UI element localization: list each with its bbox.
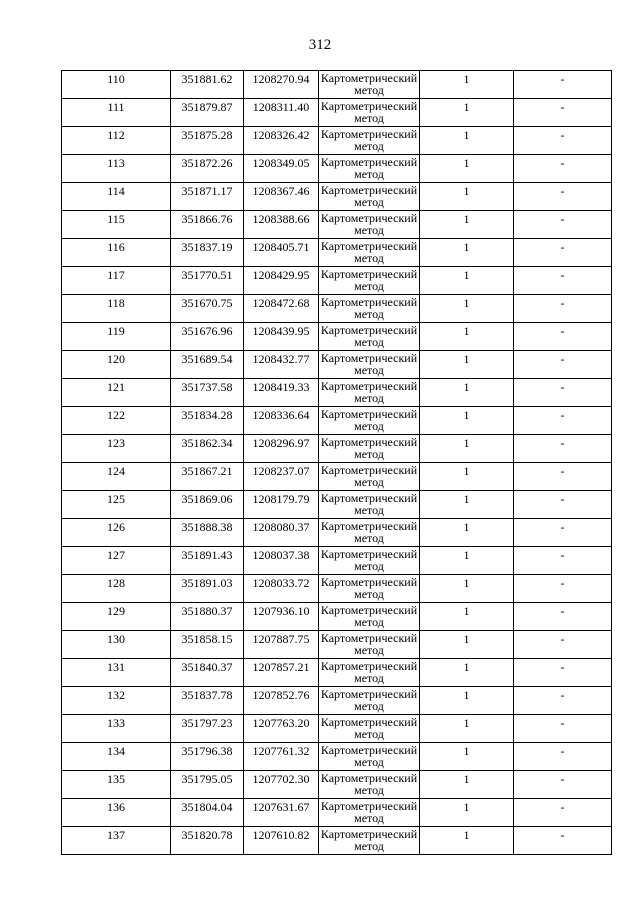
note-cell: - [514, 631, 612, 659]
table-row [62, 519, 612, 547]
point-number-cell: 122 [62, 407, 171, 435]
note-cell: - [514, 491, 612, 519]
accuracy-cell: 1 [420, 435, 514, 463]
method-cell: Картометрический метод [319, 519, 420, 547]
x-coordinate-cell: 351795.05 [171, 771, 244, 799]
y-coordinate-cell: 1208296.97 [244, 435, 319, 463]
x-coordinate-cell: 351797.23 [171, 715, 244, 743]
method-cell: Картометрический метод [319, 799, 420, 827]
y-coordinate-cell: 1208037.38 [244, 547, 319, 575]
point-number-cell: 113 [62, 155, 171, 183]
table-row [62, 463, 612, 491]
x-coordinate-cell: 351689.54 [171, 351, 244, 379]
accuracy-cell: 1 [420, 687, 514, 715]
point-number-cell: 112 [62, 127, 171, 155]
table-row [62, 407, 612, 435]
method-cell: Картометрический метод [319, 295, 420, 323]
point-number-cell: 114 [62, 183, 171, 211]
point-number-cell: 117 [62, 267, 171, 295]
y-coordinate-cell: 1207702.30 [244, 771, 319, 799]
y-coordinate-cell: 1207610.82 [244, 827, 319, 855]
note-cell: - [514, 99, 612, 127]
point-number-cell: 126 [62, 519, 171, 547]
y-coordinate-cell: 1208080.37 [244, 519, 319, 547]
point-number-cell: 119 [62, 323, 171, 351]
table-row [62, 743, 612, 771]
method-cell: Картометрический метод [319, 771, 420, 799]
table-row [62, 267, 612, 295]
note-cell: - [514, 463, 612, 491]
point-number-cell: 136 [62, 799, 171, 827]
accuracy-cell: 1 [420, 575, 514, 603]
y-coordinate-cell: 1208405.71 [244, 239, 319, 267]
note-cell: - [514, 295, 612, 323]
point-number-cell: 131 [62, 659, 171, 687]
accuracy-cell: 1 [420, 603, 514, 631]
point-number-cell: 137 [62, 827, 171, 855]
method-cell: Картометрический метод [319, 827, 420, 855]
table-row [62, 71, 612, 99]
accuracy-cell: 1 [420, 827, 514, 855]
y-coordinate-cell: 1208349.05 [244, 155, 319, 183]
accuracy-cell: 1 [420, 547, 514, 575]
method-cell: Картометрический метод [319, 603, 420, 631]
table-row [62, 799, 612, 827]
point-number-cell: 118 [62, 295, 171, 323]
y-coordinate-cell: 1208419.33 [244, 379, 319, 407]
note-cell: - [514, 771, 612, 799]
y-coordinate-cell: 1208439.95 [244, 323, 319, 351]
accuracy-cell: 1 [420, 659, 514, 687]
coordinates-table-body [62, 71, 612, 855]
note-cell: - [514, 435, 612, 463]
method-cell: Картометрический метод [319, 379, 420, 407]
y-coordinate-cell: 1207887.75 [244, 631, 319, 659]
method-cell: Картометрический метод [319, 99, 420, 127]
y-coordinate-cell: 1207852.76 [244, 687, 319, 715]
note-cell: - [514, 407, 612, 435]
note-cell: - [514, 659, 612, 687]
accuracy-cell: 1 [420, 407, 514, 435]
method-cell: Картометрический метод [319, 631, 420, 659]
page-number: 312 [308, 37, 332, 53]
table-row [62, 547, 612, 575]
method-cell: Картометрический метод [319, 155, 420, 183]
accuracy-cell: 1 [420, 267, 514, 295]
x-coordinate-cell: 351866.76 [171, 211, 244, 239]
x-coordinate-cell: 351872.26 [171, 155, 244, 183]
method-cell: Картометрический метод [319, 323, 420, 351]
table-row [62, 491, 612, 519]
point-number-cell: 134 [62, 743, 171, 771]
accuracy-cell: 1 [420, 743, 514, 771]
x-coordinate-cell: 351871.17 [171, 183, 244, 211]
y-coordinate-cell: 1207936.10 [244, 603, 319, 631]
table-row [62, 631, 612, 659]
x-coordinate-cell: 351880.37 [171, 603, 244, 631]
table-row [62, 715, 612, 743]
point-number-cell: 120 [62, 351, 171, 379]
accuracy-cell: 1 [420, 351, 514, 379]
x-coordinate-cell: 351891.43 [171, 547, 244, 575]
point-number-cell: 110 [62, 71, 171, 99]
accuracy-cell: 1 [420, 631, 514, 659]
table-row [62, 435, 612, 463]
method-cell: Картометрический метод [319, 463, 420, 491]
table-row [62, 603, 612, 631]
x-coordinate-cell: 351770.51 [171, 267, 244, 295]
y-coordinate-cell: 1208336.64 [244, 407, 319, 435]
table-row [62, 351, 612, 379]
point-number-cell: 127 [62, 547, 171, 575]
point-number-cell: 128 [62, 575, 171, 603]
y-coordinate-cell: 1208311.40 [244, 99, 319, 127]
x-coordinate-cell: 351737.58 [171, 379, 244, 407]
point-number-cell: 111 [62, 99, 171, 127]
method-cell: Картометрический метод [319, 547, 420, 575]
x-coordinate-cell: 351820.78 [171, 827, 244, 855]
point-number-cell: 123 [62, 435, 171, 463]
point-number-cell: 129 [62, 603, 171, 631]
method-cell: Картометрический метод [319, 715, 420, 743]
accuracy-cell: 1 [420, 295, 514, 323]
note-cell: - [514, 211, 612, 239]
table-row [62, 575, 612, 603]
accuracy-cell: 1 [420, 379, 514, 407]
note-cell: - [514, 547, 612, 575]
accuracy-cell: 1 [420, 463, 514, 491]
y-coordinate-cell: 1208270.94 [244, 71, 319, 99]
accuracy-cell: 1 [420, 323, 514, 351]
note-cell: - [514, 715, 612, 743]
x-coordinate-cell: 351840.37 [171, 659, 244, 687]
method-cell: Картометрический метод [319, 659, 420, 687]
point-number-cell: 130 [62, 631, 171, 659]
x-coordinate-cell: 351834.28 [171, 407, 244, 435]
note-cell: - [514, 799, 612, 827]
y-coordinate-cell: 1207857.21 [244, 659, 319, 687]
table-row [62, 211, 612, 239]
note-cell: - [514, 351, 612, 379]
table-row [62, 687, 612, 715]
accuracy-cell: 1 [420, 239, 514, 267]
method-cell: Картометрический метод [319, 687, 420, 715]
x-coordinate-cell: 351862.34 [171, 435, 244, 463]
table-row [62, 239, 612, 267]
x-coordinate-cell: 351676.96 [171, 323, 244, 351]
y-coordinate-cell: 1208429.95 [244, 267, 319, 295]
accuracy-cell: 1 [420, 99, 514, 127]
x-coordinate-cell: 351881.62 [171, 71, 244, 99]
table-row [62, 379, 612, 407]
accuracy-cell: 1 [420, 799, 514, 827]
table-row [62, 183, 612, 211]
accuracy-cell: 1 [420, 71, 514, 99]
accuracy-cell: 1 [420, 211, 514, 239]
table-row [62, 771, 612, 799]
method-cell: Картометрический метод [319, 183, 420, 211]
point-number-cell: 116 [62, 239, 171, 267]
method-cell: Картометрический метод [319, 267, 420, 295]
x-coordinate-cell: 351867.21 [171, 463, 244, 491]
method-cell: Картометрический метод [319, 211, 420, 239]
note-cell: - [514, 239, 612, 267]
point-number-cell: 121 [62, 379, 171, 407]
note-cell: - [514, 519, 612, 547]
y-coordinate-cell: 1207631.67 [244, 799, 319, 827]
x-coordinate-cell: 351888.38 [171, 519, 244, 547]
point-number-cell: 132 [62, 687, 171, 715]
y-coordinate-cell: 1208388.66 [244, 211, 319, 239]
note-cell: - [514, 603, 612, 631]
point-number-cell: 133 [62, 715, 171, 743]
point-number-cell: 125 [62, 491, 171, 519]
point-number-cell: 124 [62, 463, 171, 491]
x-coordinate-cell: 351875.28 [171, 127, 244, 155]
x-coordinate-cell: 351858.15 [171, 631, 244, 659]
accuracy-cell: 1 [420, 771, 514, 799]
method-cell: Картометрический метод [319, 743, 420, 771]
method-cell: Картометрический метод [319, 575, 420, 603]
note-cell: - [514, 71, 612, 99]
coordinates-table [61, 70, 612, 855]
x-coordinate-cell: 351869.06 [171, 491, 244, 519]
note-cell: - [514, 155, 612, 183]
method-cell: Картометрический метод [319, 435, 420, 463]
accuracy-cell: 1 [420, 183, 514, 211]
x-coordinate-cell: 351891.03 [171, 575, 244, 603]
y-coordinate-cell: 1208179.79 [244, 491, 319, 519]
point-number-cell: 135 [62, 771, 171, 799]
method-cell: Картометрический метод [319, 127, 420, 155]
y-coordinate-cell: 1208432.77 [244, 351, 319, 379]
note-cell: - [514, 183, 612, 211]
y-coordinate-cell: 1207763.20 [244, 715, 319, 743]
table-row [62, 295, 612, 323]
table-row [62, 323, 612, 351]
table-row [62, 155, 612, 183]
accuracy-cell: 1 [420, 491, 514, 519]
note-cell: - [514, 323, 612, 351]
point-number-cell: 115 [62, 211, 171, 239]
table-row [62, 127, 612, 155]
method-cell: Картометрический метод [319, 239, 420, 267]
accuracy-cell: 1 [420, 715, 514, 743]
y-coordinate-cell: 1208326.42 [244, 127, 319, 155]
y-coordinate-cell: 1208033.72 [244, 575, 319, 603]
y-coordinate-cell: 1207761.32 [244, 743, 319, 771]
method-cell: Картометрический метод [319, 491, 420, 519]
x-coordinate-cell: 351837.78 [171, 687, 244, 715]
x-coordinate-cell: 351796.38 [171, 743, 244, 771]
method-cell: Картометрический метод [319, 351, 420, 379]
accuracy-cell: 1 [420, 519, 514, 547]
note-cell: - [514, 827, 612, 855]
note-cell: - [514, 743, 612, 771]
method-cell: Картометрический метод [319, 407, 420, 435]
table-row [62, 99, 612, 127]
note-cell: - [514, 687, 612, 715]
note-cell: - [514, 267, 612, 295]
note-cell: - [514, 379, 612, 407]
method-cell: Картометрический метод [319, 71, 420, 99]
x-coordinate-cell: 351837.19 [171, 239, 244, 267]
accuracy-cell: 1 [420, 127, 514, 155]
note-cell: - [514, 127, 612, 155]
table-row [62, 659, 612, 687]
y-coordinate-cell: 1208237.07 [244, 463, 319, 491]
x-coordinate-cell: 351670.75 [171, 295, 244, 323]
x-coordinate-cell: 351879.87 [171, 99, 244, 127]
accuracy-cell: 1 [420, 155, 514, 183]
y-coordinate-cell: 1208367.46 [244, 183, 319, 211]
y-coordinate-cell: 1208472.68 [244, 295, 319, 323]
note-cell: - [514, 575, 612, 603]
x-coordinate-cell: 351804.04 [171, 799, 244, 827]
table-row [62, 827, 612, 855]
